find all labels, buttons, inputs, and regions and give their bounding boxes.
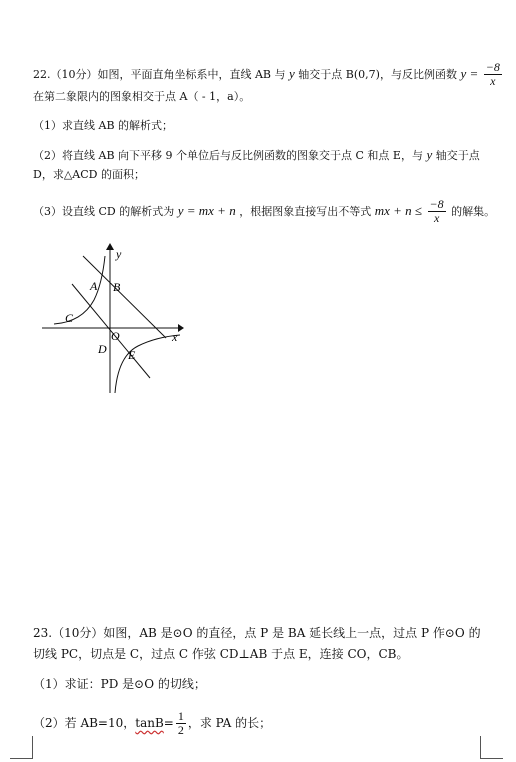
q22-part3-suffix: 的解集。	[451, 204, 496, 218]
q22-part3-numerator: −8	[429, 197, 444, 211]
label-c: C	[65, 311, 74, 325]
x-axis-arrow	[178, 324, 184, 332]
q23-part2-eq: =	[163, 716, 174, 730]
q23-part1: （1）求证：PD 是⊙O 的切线；	[33, 677, 206, 691]
label-a: A	[90, 279, 98, 293]
q22-part2-var-y: y	[426, 147, 433, 162]
label-b: B	[113, 280, 121, 294]
q22-part3-denominator: x	[433, 211, 440, 225]
q22-func-numerator: −8	[485, 60, 500, 74]
q23-line1: 23.（10分）如图，AB 是⊙O 的直径，点 P 是 BA 延长线上一点，过点 P 作⊙O 的	[33, 626, 481, 640]
q22-part3-mid: ，根据图象直接写出不等式	[239, 204, 372, 218]
q22-line2: 在第二象限内的图象相交于点 A（ - 1，a）。	[33, 90, 251, 103]
hyperbola-branch-lower	[115, 335, 180, 393]
label-x: x	[172, 330, 178, 344]
q23-part2-numerator: 1	[177, 709, 184, 723]
q22-line1	[33, 61, 504, 88]
q23-part2	[33, 710, 271, 737]
page-corner-mark-right	[480, 736, 503, 759]
label-y: y	[116, 247, 122, 261]
label-d: D	[98, 342, 107, 356]
q22-part3-inequality: mx + n ≤	[374, 202, 423, 218]
q23-part2-fraction	[176, 710, 186, 737]
q22-part1: （1）求直线 AB 的解析式；	[33, 119, 174, 132]
q23-part2-tan: tanB	[135, 716, 164, 730]
q22-line1-prefix: 22.（10分）如图，平面直角坐标系中，直线 AB 与	[33, 67, 286, 81]
q22-part2-prefix: （2）将直线 AB 向下平移 9 个单位后与反比例函数的图象交于点 C 和点 E，与	[33, 149, 423, 162]
q22-part2-line1	[33, 148, 480, 163]
q22-line1-mid: 轴交于点 B(0,7)，与反比例函数	[298, 67, 457, 81]
q23-part2-prefix: （2）若 AB=10，	[33, 716, 136, 730]
q22-func-denominator: x	[490, 74, 496, 88]
q23-part2-suffix: ，求 PA 的长；	[187, 716, 272, 730]
y-axis-arrow	[106, 243, 114, 250]
page-corner-mark-left	[10, 736, 33, 759]
q22-part3-equation: y = mx + n	[177, 202, 236, 218]
q22-func-lhs: y =	[460, 65, 479, 81]
q22-figure	[38, 238, 198, 398]
q23-part2-denominator: 2	[177, 723, 184, 737]
q22-func-fraction	[484, 61, 502, 88]
q22-part3-fraction	[428, 198, 446, 225]
q22-part2-line2: D，求△ACD 的面积；	[33, 168, 145, 181]
q22-part3	[33, 198, 495, 225]
q23-line2: 切线 PC，切点是 C，过点 C 作弦 CD⊥AB 于点 E，连接 CO，CB。	[33, 647, 409, 661]
label-e: E	[128, 348, 136, 362]
q22-part2-suffix: 轴交于点	[435, 149, 480, 162]
q22-part3-prefix: （3）设直线 CD 的解析式为	[33, 204, 175, 218]
label-o: O	[111, 329, 120, 343]
q22-line1-var-y: y	[289, 65, 295, 81]
